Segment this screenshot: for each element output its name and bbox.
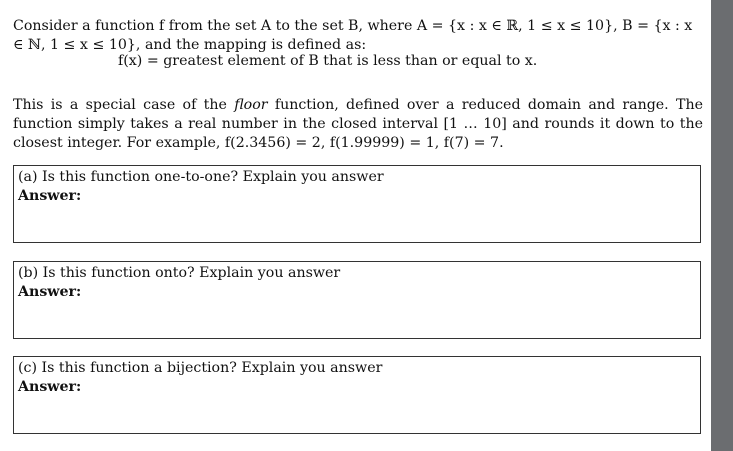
floor-explanation <box>13 96 703 153</box>
question-b-box[interactable] <box>13 261 701 339</box>
question-a-prompt: (a) Is this function one-to-one? Explain you answer <box>18 169 384 185</box>
question-c-prompt: (c) Is this function a bijection? Explain you answer <box>18 360 383 376</box>
explanation-text-1: This is a special case of the <box>13 97 235 114</box>
question-c-box[interactable] <box>13 356 701 434</box>
question-b-answer-label: Answer: <box>18 284 82 300</box>
function-definition: f(x) = greatest element of B that is less than or equal to x. <box>118 53 538 69</box>
floor-term: floor <box>234 97 268 114</box>
question-b-prompt: (b) Is this function onto? Explain you answer <box>18 265 341 281</box>
question-a-answer-label: Answer: <box>18 188 82 204</box>
question-c-answer-label: Answer: <box>18 379 82 395</box>
problem-intro: Consider a function f from the set A to the set B, where A = {x : x ∈ ℝ, 1 ≤ x ≤ 10}, B = {x : x ∈ ℕ, 1 ≤ x ≤ 10}, and the mapping is defined as: <box>13 18 693 54</box>
question-a-box[interactable] <box>13 165 701 243</box>
explanation-text-2: function, defined over a reduced domain and range. The function simply takes a real number in the closed interval [1 … 10] and rounds it down to the closest integer. For example, f(2.3456) = 2, f(1.99999) = 1, f(7) = 7. <box>13 97 703 152</box>
vertical-scrollbar[interactable] <box>711 0 733 451</box>
